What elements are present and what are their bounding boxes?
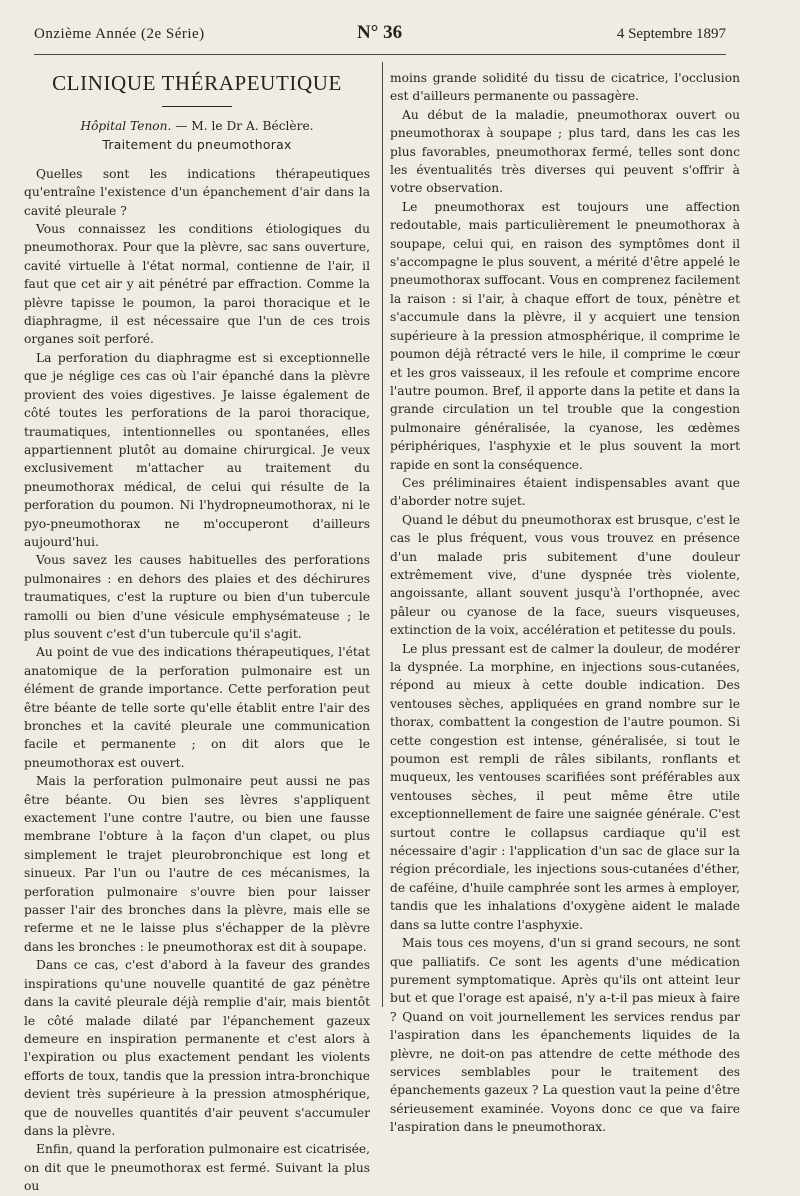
author-name: — M. le Dr A. Béclère.	[175, 119, 314, 133]
paragraph: Le plus pressant est de calmer la douleur, de modérer la dyspnée. La morphine, en injections sous-cutanées, répond au mieux à cette double indication. Des ventouses sèches, appliquées en grand nombre sur le thorax, combattent la congestion de l'autre poumon. Si cette congestion est intense, généralisée, si tout le poumon est rempli de râles sibilants, ronflants et muqueux, les ventouses scarifiées sont préférables aux ventouses sèches, il peut même être utile exceptionnellement de faire une saignée générale. C'est surtout contre le collapsus cardiaque qu'il est nécessaire d'agir : l'application d'un sac de glace sur la région précordiale, les injections sous-cutanées d'éther, de caféine, d'huile camphrée sont les armes à employer, tandis que les inhalations d'oxygène aident le malade dans sa lutte contre l'asphyxie.	[390, 641, 740, 932]
article-title: CLINIQUE THÉRAPEUTIQUE	[52, 71, 342, 95]
byline	[24, 117, 370, 135]
column-divider	[382, 62, 383, 1007]
paragraph: Au point de vue des indications thérapeutiques, l'état anatomique de la perforation pulmonaire est un élément de grande importance. Cette perforation peut être béante de telle sorte qu'elle établit entre l'air des bronches et la cavité pleurale une communication facile et permanente ; on dit alors que le pneumothorax est ouvert.	[24, 645, 370, 770]
paragraph: Le pneumothorax est toujours une affection redoutable, mais particulièrement le pneumothorax à soupape, celui qui, en raison des symptômes dont il s'accompagne le plus souvent, a mérité d'être appelé le pneumothorax suffocant. Vous en comprenez facilement la raison : si l'air, à chaque effort de toux, pénètre et s'accumule dans la plèvre, il y acquiert une tension supérieure à la pression atmosphérique, il comprime le poumon déjà rétracté vers le hile, il comprime le cœur et les gros vaisseaux, il les refoule et comprime encore l'autre poumon. Bref, il apporte dans la petite et dans la grande circulation un tel trouble que la congestion pulmonaire généralisée, la cyanose, les œdèmes périphériques, l'asphyxie et le plus souvent la mort rapide en sont la conséquence.	[390, 199, 740, 472]
paragraph: La perforation du diaphragme est si exceptionnelle que je néglige ces cas où l'air épanché dans la plèvre provient des voies digestives. Je laisse également de côté toutes les perforations de la paroi thoracique, traumatiques, intentionnelles ou spontanées, elles appartiennent plutôt au domaine chirurgical. Je veux exclusivement m'attacher au traitement du pneumothorax médical, de celui qui résulte de la perforation du poumon. Ni l'hydropneumothorax, ni le pyo-pneumothorax ne m'occuperont d'ailleurs aujourd'hui.	[24, 350, 370, 549]
page-header	[34, 24, 726, 50]
paragraph: moins grande solidité du tissu de cicatrice, l'occlusion est d'ailleurs permanente ou passagère.	[390, 71, 740, 104]
issue-number: N° 36	[357, 22, 403, 43]
paragraph: Quelles sont les indications thérapeutiques qu'entraîne l'existence d'un épanchement d'air dans la cavité pleurale ?	[24, 166, 370, 218]
hospital-name: Hôpital Tenon.	[80, 119, 172, 133]
paragraph: Au début de la maladie, pneumothorax ouvert ou pneumothorax à soupape ; plus tard, dans les cas les plus favorables, pneumothorax fermé, telles sont donc les éventualités très diverses qui peuvent s'offrir à votre observation.	[390, 107, 740, 196]
issue-date: 4 Septembre 1897	[616, 26, 726, 42]
paragraph: Dans ce cas, c'est d'abord à la faveur des grandes inspirations qu'une nouvelle quantité de gaz pénètre dans la cavité pleurale déjà remplie d'air, mais bientôt le côté malade dilaté par l'épanchement gazeux demeure en inspiration permanente et c'est alors à l'expiration ou plus exactement pendant les violents efforts de toux, tandis que la pression intra-bronchique devient très supérieure à la pression atmosphérique, que de nouvelles quantités d'air peuvent s'accumuler dans la plèvre.	[24, 958, 370, 1138]
paragraph: Enfin, quand la perforation pulmonaire est cicatrisée, on dit que le pneumothorax est fermé. Suivant la plus ou	[24, 1142, 370, 1194]
paragraph: Mais la perforation pulmonaire peut aussi ne pas être béante. Ou bien ses lèvres s'appliquent exactement l'une contre l'autre, ou bien une fausse membrane l'obture à la façon d'un clapet, ou plus simplement le trajet pleurobronchique est long et sinueux. Par l'un ou l'autre de ces mécanismes, la perforation pulmonaire s'ouvre bien pour laisser passer l'air des bronches dans la plèvre, mais elle se referme et ne le laisse plus s'échapper de la plèvre dans les bronches : le pneumothorax est dit à soupape.	[24, 774, 370, 954]
title-rule	[162, 106, 232, 107]
paragraph: Vous connaissez les conditions étiologiques du pneumothorax. Pour que la plèvre, sac sans ouverture, cavité virtuelle à l'état normal, contienne de l'air, il faut que cet air y ait pénétré par effraction. Comme la plèvre tapisse le poumon, la paroi thoracique et le diaphragme, il est nécessaire que l'un de ces trois organes soit perforé.	[24, 222, 370, 347]
article-subtitle: Traitement du pneumothorax	[102, 137, 292, 153]
left-column	[24, 66, 370, 1196]
header-rule	[34, 54, 726, 55]
paragraph: Mais tous ces moyens, d'un si grand secours, ne sont que palliatifs. Ce sont les agents d'une médication purement symptomatique. Après qu'ils ont atteint leur but et que l'orage est apaisé, n'y a-t-il pas mieux à faire ? Quand on voit journellement les services rendus par l'aspiration dans les épanchements liquides de la plèvre, ne doit-on pas attendre de cette méthode des services semblables pour le traitement des épanchements gazeux ? La question vaut la peine d'être sérieusement examinée. Voyons donc ce que va faire l'aspiration dans le pneumothorax.	[390, 936, 740, 1135]
paragraph: Quand le début du pneumothorax est brusque, c'est le cas le plus fréquent, vous vous trouvez en présence d'un malade pris subitement d'une douleur extrêmement vive, d'une dyspnée très violente, angoissante, allant souvent jusqu'à l'orthopnée, avec pâleur ou cyanose de la face, sueurs visqueuses, extinction de la voix, accélération et petitesse du pouls.	[390, 512, 740, 638]
paragraph: Ces préliminaires étaient indispensables avant que d'aborder notre sujet.	[390, 475, 740, 509]
journal-volume: Onzième Année (2e Série)	[34, 26, 205, 42]
paragraph: Vous savez les causes habituelles des perforations pulmonaires : en dehors des plaies et des déchirures traumatiques, c'est la rupture ou bien d'un tubercule ramolli ou bien d'une vésicule emphysémateuse ; le plus souvent c'est d'un tubercule qu'il s'agit.	[24, 553, 370, 641]
right-column	[390, 69, 740, 1137]
